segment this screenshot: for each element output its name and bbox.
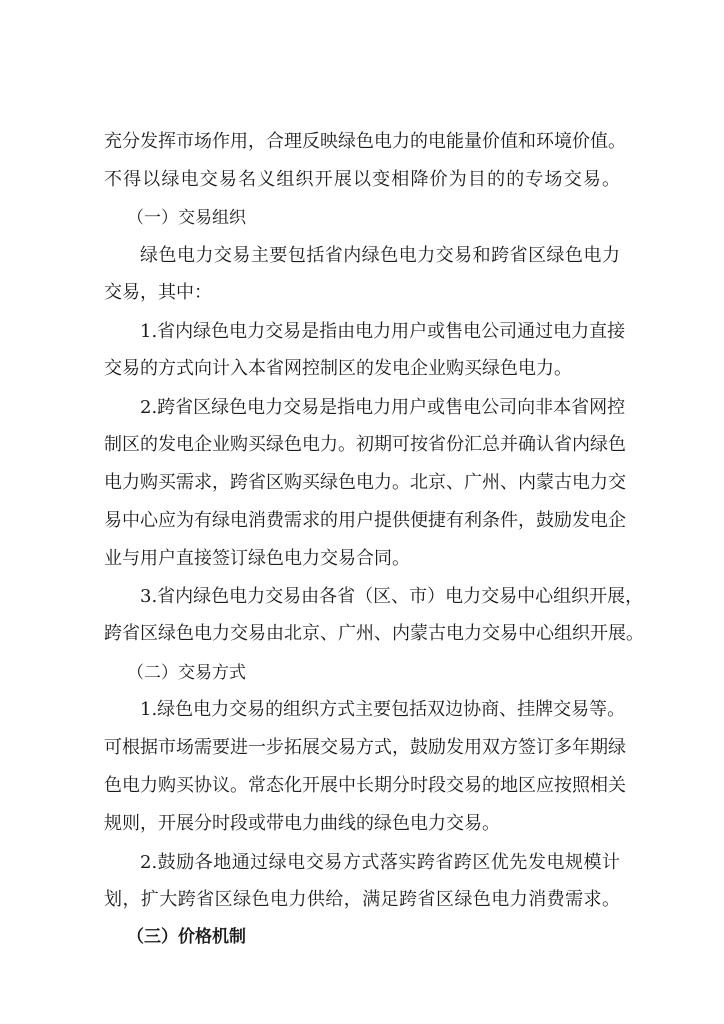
- paragraph-line: 2.鼓励各地通过绿电交易方式落实跨省跨区优先发电规模计: [140, 852, 620, 873]
- paragraph-line: 交易，其中：: [104, 282, 212, 303]
- paragraph-line: 跨省区绿色电力交易由北京、广州、内蒙古电力交易中心组织开展。: [104, 623, 644, 644]
- paragraph-line: 可根据市场需要进一步拓展交易方式，鼓励发用双方签订多年期绿: [104, 737, 626, 758]
- paragraph-line: 充分发挥市场作用，合理反映绿色电力的电能量价值和环境价值。: [104, 131, 626, 152]
- paragraph-line: 规则，开展分时段或带电力曲线的绿色电力交易。: [104, 813, 500, 834]
- paragraph-line: 划，扩大跨省区绿色电力供给，满足跨省区绿色电力消费需求。: [104, 889, 620, 910]
- section-heading-trading-method: （二）交易方式: [127, 663, 246, 683]
- paragraph-line: 3.省内绿色电力交易由各省（区、市）电力交易中心组织开展，: [140, 586, 644, 607]
- paragraph-line: 交易的方式向计入本省网控制区的发电企业购买绿色电力。: [104, 358, 572, 379]
- paragraph-line: 1.省内绿色电力交易是指由电力用户或售电公司通过电力直接: [140, 321, 626, 342]
- paragraph-line: 1.绿色电力交易的组织方式主要包括双边协商、挂牌交易等。: [140, 699, 626, 720]
- section-heading-price-mechanism: （三）价格机制: [127, 927, 246, 947]
- paragraph-line: 电力购买需求，跨省区购买绿色电力。北京、广州、内蒙古电力交: [104, 472, 626, 493]
- paragraph-line: 不得以绿电交易名义组织开展以变相降价为目的的专场交易。: [104, 169, 620, 190]
- paragraph-line: 易中心应为有绿电消费需求的用户提供便捷有利条件，鼓励发电企: [104, 510, 626, 531]
- paragraph-line: 业与用户直接签订绿色电力交易合同。: [104, 548, 410, 569]
- paragraph-line: 色电力购买协议。常态化开展中长期分时段交易的地区应按照相关: [104, 775, 626, 796]
- paragraph-line: 绿色电力交易主要包括省内绿色电力交易和跨省区绿色电力: [140, 245, 620, 266]
- paragraph-line: 制区的发电企业购买绿色电力。初期可按省份汇总并确认省内绿色: [104, 434, 626, 455]
- paragraph-line: 2.跨省区绿色电力交易是指电力用户或售电公司向非本省网控: [140, 397, 626, 418]
- section-heading-trading-organization: （一）交易组织: [127, 208, 246, 228]
